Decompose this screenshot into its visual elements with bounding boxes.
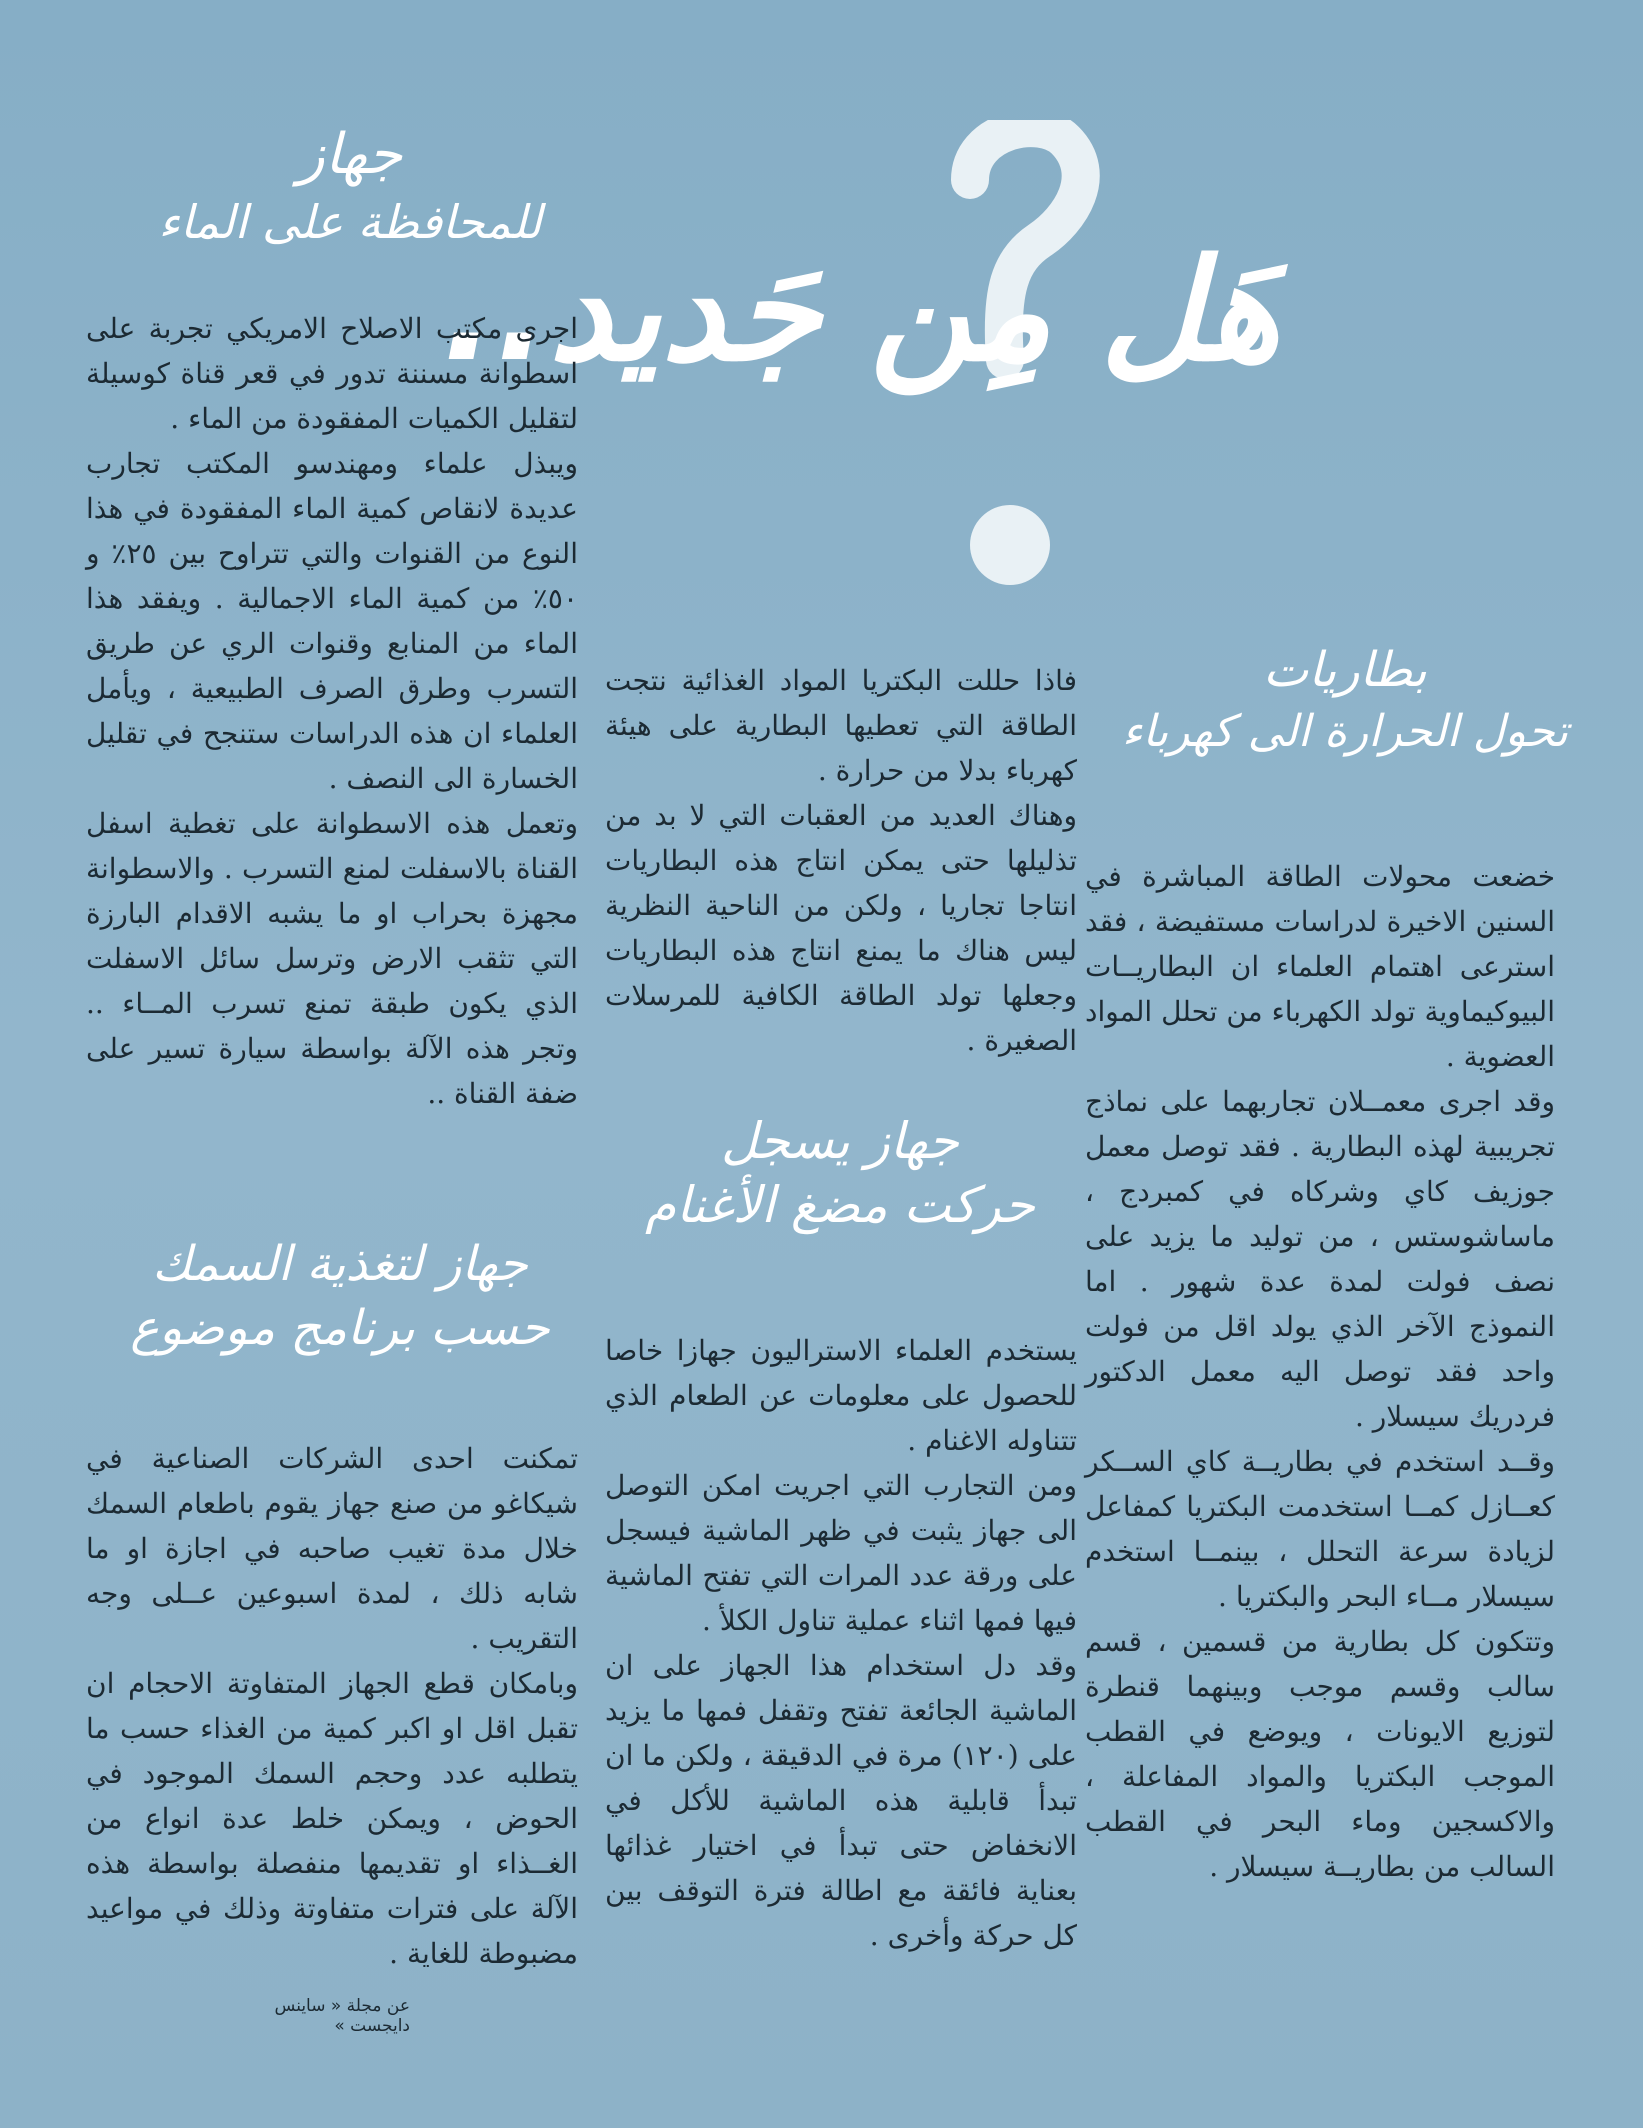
fish-paragraph: وبامكان قطع الجهاز المتفاوتة الاحجام ان تقبل اقل او اكبر كمية من الغذاء حسب ما يتطلبه عدد وحجم السمك الموجود في الحوض ، ويمكن خلط عدة انواع من الغــذاء او تقديمها منفصلة بواسطة هذه الآلة على فترات متفاوتة وذلك في مواعيد مضبوطة للغاية . [86,1667,578,1970]
battery-paragraph: وتتكون كل بطارية من قسمين ، قسم سالب وقسم موجب وبينهما قنطرة لتوزيع الايونات ، ويوضع في القطب الموجب البكتريا والمواد المفاعلة ، والاكسجين وماء البحر في القطب السالب من بطاريــة سيسلار . [1085,1625,1555,1883]
battery-paragraph: فاذا حللت البكتريا المواد الغذائية نتجت الطاقة التي تعطيها البطارية على هيئة كهرباء بدلا من حرارة . [605,664,1077,787]
battery-article [1085,854,1555,1889]
water-paragraph: اجرى مكتب الاصلاح الامريكي تجربة على اسطوانة مسننة تدور في قعر قناة كوسيلة لتقليل الكميات المفقودة من الماء . [86,312,578,435]
sheep-article [605,1328,1077,1958]
water-article [86,306,578,1116]
fish-heading-line1: جهاز لتغذية السمك [152,1236,528,1292]
battery-paragraph: وقد اجرى معمــلان تجاربهما على نماذج تجريبية لهذه البطارية . فقد توصل معمل جوزيف كاي وشركاه في كمبردج ، ماساشوستس ، من توليد ما يزيد على نصف فولت لمدة عدة شهور . اما النموذج الآخر الذي يولد اقل من فولت واحد فقد توصل اليه معمل الدكتور فردريك سيسلار . [1085,1085,1555,1433]
sheep-heading [590,1110,1090,1238]
water-heading-line1: جهاز [297,122,403,187]
water-paragraph: ويبذل علماء ومهندسو المكتب تجارب عديدة لانقاص كمية الماء المفقودة في هذا النوع من القنوات والتي تتراوح بين ٢٥٪ و ٥٠٪ من كمية الماء الاجمالية . ويفقد هذا الماء من المنابع وقنوات الري عن طريق التسرب وطرق الصرف الطبيعية ، ويأمل العلماء ان هذه الدراسات ستنجح في تقليل الخسارة الى النصف . [86,447,578,795]
sheep-paragraph: وقد دل استخدام هذا الجهاز على ان الماشية الجائعة تفتح وتقفل فمها ما يزيد على (١٢٠) مرة في الدقيقة ، ولكن ما ان تبدأ قابلية هذه الماشية للأكل في الانخفاض حتى تبدأ في اختيار غذائها بعناية فائقة مع اطالة فترة التوقف بين كل حركة وأخرى . [605,1649,1078,1952]
main-title-block [442,120,1280,600]
water-heading [110,120,590,254]
fish-paragraph: تمكنت احدى الشركات الصناعية في شيكاغو من صنع جهاز يقوم باطعام السمك خلال مدة تغيب صاحبه في اجازة او ما شابه ذلك ، لمدة اسبوعين عــلى وجه التقريب . [86,1442,578,1655]
sheep-paragraph: يستخدم العلماء الاستراليون جهازا خاصا للحصول على معلومات عن الطعام الذي تتناوله الاغنام . [605,1334,1077,1457]
water-heading-line2: للمحافظة على الماء [158,195,542,249]
fish-heading-line2: حسب برنامج موضوع [130,1300,550,1356]
sheep-heading-line2: حركت مضغ الأغنام [645,1176,1035,1234]
source-credit: عن مجلة « ساينس دايجست » [274,1996,410,2036]
sheep-paragraph: ومن التجارب التي اجريت امكن التوصل الى جهاز يثبت في ظهر الماشية فيسجل على ورقة عدد المرات التي تفتح الماشية فيها فمها اثناء عملية تناول الكلأ . [605,1469,1077,1637]
battery-continuation [605,658,1077,1063]
battery-paragraph: وقــد استخدم في بطاريــة كاي الســكر كعــازل كمــا استخدمت البكتريا كمفاعل لزيادة سرعة التحلل ، بينمــا استخدم سيسلار مــاء البحر والبكتريا . [1085,1445,1555,1613]
fish-heading [90,1232,590,1360]
battery-heading-line1: بطاريات [1263,642,1427,698]
main-title: هَل مِن جَديد.. [442,230,1280,393]
battery-heading-line2: تحول الحرارة الى كهرباء [1121,706,1569,757]
battery-paragraph: خضعت محولات الطاقة المباشرة في السنين الاخيرة لدراسات مستفيضة ، فقد استرعى اهتمام العلماء ان البطاريــات البيوكيماوية تولد الكهرباء من تحلل المواد العضوية . [1085,860,1555,1073]
water-paragraph: وتعمل هذه الاسطوانة على تغطية اسفل القناة بالاسفلت لمنع التسرب . والاسطوانة مجهزة بحراب او ما يشبه الاقدام البارزة التي تثقب الارض وترسل سائل الاسفلت الذي يكون طبقة تمنع تسرب المــاء .. وتجر هذه الآلة بواسطة سيارة تسير على ضفة القناة .. [86,807,578,1110]
fish-article [86,1436,578,1976]
battery-paragraph: وهناك العديد من العقبات التي لا بد من تذليلها حتى يمكن انتاج هذه البطاريات انتاجا تجاريا ، ولكن من الناحية النظرية ليس هناك ما يمنع انتاج هذه البطاريات وجعلها تولد الطاقة الكافية للمرسلات الصغيرة . [605,799,1077,1057]
battery-heading [1110,640,1580,764]
sheep-heading-line1: جهاز يسجل [721,1112,959,1170]
